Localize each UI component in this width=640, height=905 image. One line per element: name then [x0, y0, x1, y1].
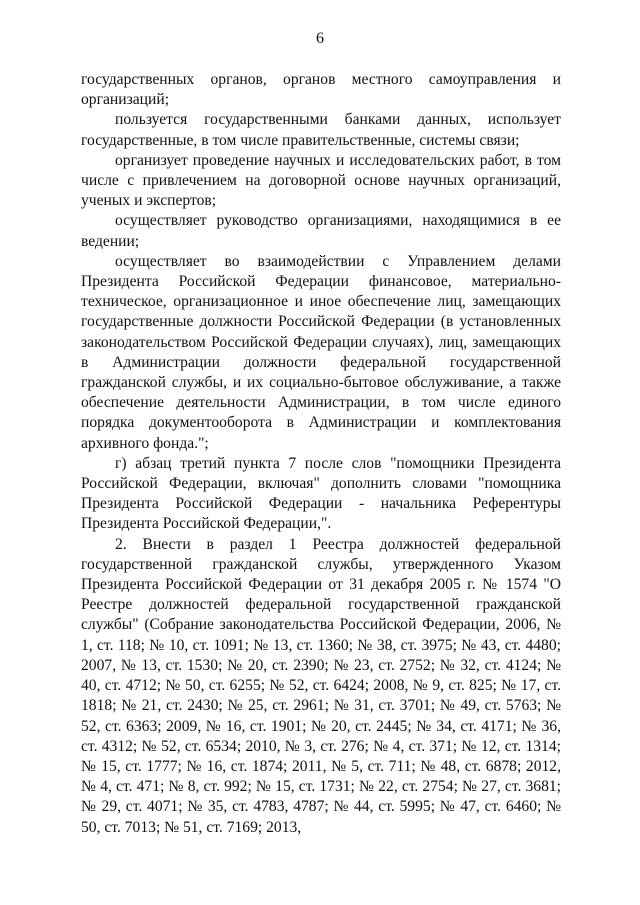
- paragraph-support: осуществляет во взаимодействии с Управлением делами Президента Российской Федерации финансовое, материально-техническое, организационное и иное обеспечение лиц, замещающих государственные должности Российской Федерации (в установленных законодательством Российской Федерации случаях), лиц, замещающих в Администрации должности федеральной государственной гражданской службы, и их социально-бытовое обслуживание, а также обеспечение деятельности Администрации, в том числе единого порядка документооборота в Администрации и комплектования архивного фонда.";: [81, 252, 561, 452]
- document-body: [81, 70, 561, 838]
- page-number: 6: [316, 30, 324, 47]
- paragraph-item-2: 2. Внести в раздел 1 Реестра должностей федеральной государственной гражданской службы, утвержденного Указом Президента Российской Федерации от 31 декабря 2005 г. № 1574 "О Реестре должностей федеральной государственной гражданской службы" (Собрание законодательства Российской Федерации, 2006, № 1, ст. 118; № 10, ст. 1091; № 13, ст. 1360; № 38, ст. 3975; № 43, ст. 4480; 2007, № 13, ст. 1530; № 20, ст. 2390; № 23, ст. 2752; № 32, ст. 4124; № 40, ст. 4712; № 50, ст. 6255; № 52, ст. 6424; 2008, № 9, ст. 825; № 17, ст. 1818; № 21, ст. 2430; № 25, ст. 2961; № 31, ст. 3701; № 49, ст. 5763; № 52, ст. 6363; 2009, № 16, ст. 1901; № 20, ст. 2445; № 34, ст. 4171; № 36, ст. 4312; № 52, ст. 6534; 2010, № 3, ст. 276; № 4, ст. 371; № 12, ст. 1314; № 15, ст. 1777; № 16, ст. 1874; 2011, № 5, ст. 711; № 48, ст. 6878; 2012, № 4, ст. 471; № 8, ст. 992; № 15, ст. 1731; № 22, ст. 2754; № 27, ст. 3681; № 29, ст. 4071; № 35, ст. 4783, 4787; № 44, ст. 5995; № 47, ст. 6460; № 50, ст. 7013; № 51, ст. 7169; 2013,: [81, 535, 561, 836]
- paragraph-databanks: пользуется государственными банками данных, использует государственные, в том числе правительственные, системы связи;: [81, 111, 561, 149]
- paragraph-research: организует проведение научных и исследовательских работ, в том числе с привлечением на договорной основе научных организаций, ученых и экспертов;: [81, 151, 561, 210]
- paragraph-continuation: государственных органов, органов местного самоуправления и организаций;: [81, 71, 561, 109]
- paragraph-management: осуществляет руководство организациями, находящимися в ее ведении;: [81, 212, 561, 250]
- paragraph-amendment-g: г) абзац третий пункта 7 после слов "помощники Президента Российской Федерации, включая" дополнить словами "помощника Президента Российской Федерации - начальника Референтуры Президента Российской Федерации,".: [81, 454, 561, 533]
